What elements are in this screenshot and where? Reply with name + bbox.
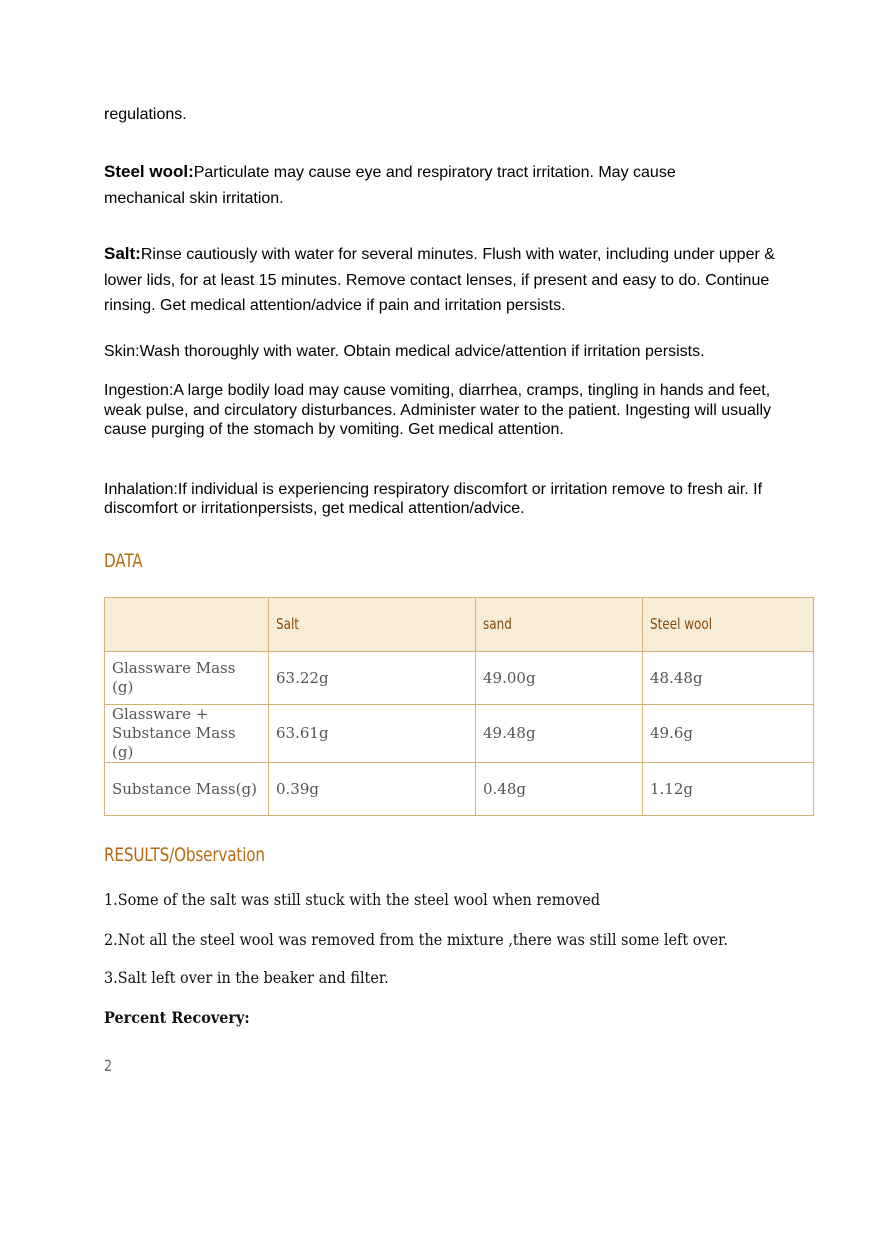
steel-wool-hazard-text: Particulate may cause eye and respiratory tract irritation. May cause mechanical skin irritation. bbox=[104, 164, 676, 207]
table-cell: 48.48g bbox=[643, 652, 814, 705]
mass-data-table bbox=[104, 597, 814, 816]
table-header-cell: Steel wool bbox=[643, 598, 814, 652]
table-row bbox=[105, 763, 814, 816]
steel-wool-hazard-paragraph bbox=[104, 159, 744, 212]
results-heading: RESULTS/Observation bbox=[104, 844, 265, 866]
data-heading: DATA bbox=[104, 550, 143, 572]
table-row bbox=[105, 705, 814, 763]
table-cell: 63.61g bbox=[269, 705, 476, 763]
table-row bbox=[105, 652, 814, 705]
table-header-cell: Salt bbox=[269, 598, 476, 652]
observation-item: 3.Salt left over in the beaker and filter. bbox=[104, 969, 389, 987]
ingestion-first-aid-text: Ingestion:A large bodily load may cause vomiting, diarrhea, cramps, tingling in hands and feet, weak pulse, and circulatory disturbances. Administer water to the patient. Ingesting will usually cause purging of the stomach by vomiting. Get medical attention. bbox=[104, 382, 772, 438]
row-label-cell: Substance Mass(g) bbox=[105, 763, 269, 816]
table-cell: 1.12g bbox=[643, 763, 814, 816]
table-cell: 49.48g bbox=[476, 705, 643, 763]
table-header-cell bbox=[105, 598, 269, 652]
observation-item: 2.Not all the steel wool was removed from the mixture ,there was still some left over. bbox=[104, 931, 729, 949]
page-number: 2 bbox=[104, 1056, 113, 1075]
skin-first-aid-text: Skin:Wash thoroughly with water. Obtain medical advice/attention if irritation persists. bbox=[104, 343, 705, 360]
table-cell: 49.00g bbox=[476, 652, 643, 705]
row-label-cell: Glassware Mass (g) bbox=[105, 652, 269, 705]
table-cell: 49.6g bbox=[643, 705, 814, 763]
percent-recovery-label: Percent Recovery: bbox=[104, 1008, 250, 1027]
table-header-cell: sand bbox=[476, 598, 643, 652]
row-label-cell: Glassware + Substance Mass (g) bbox=[105, 705, 269, 763]
table-cell: 0.48g bbox=[476, 763, 643, 816]
observation-item: 1.Some of the salt was still stuck with the steel wool when removed bbox=[104, 891, 601, 909]
salt-first-aid-paragraph bbox=[104, 241, 784, 319]
table-header-row bbox=[105, 598, 814, 652]
inhalation-first-aid-text: Inhalation:If individual is experiencing respiratory discomfort or irritation remove to fresh air. If discomfort or irritationpersists, get medical attention/advice. bbox=[104, 481, 763, 517]
salt-label: Salt: bbox=[104, 244, 141, 263]
table-cell: 0.39g bbox=[269, 763, 476, 816]
salt-first-aid-text: Rinse cautiously with water for several minutes. Flush with water, including under upper & lower lids, for at least 15 minutes. Remove contact lenses, if present and easy to do. Continue rinsing. Get medical attention/advice if pain and irritation persists. bbox=[104, 246, 775, 314]
regulations-tail-text: regulations. bbox=[104, 106, 187, 123]
table-cell: 63.22g bbox=[269, 652, 476, 705]
steel-wool-label: Steel wool: bbox=[104, 162, 194, 181]
